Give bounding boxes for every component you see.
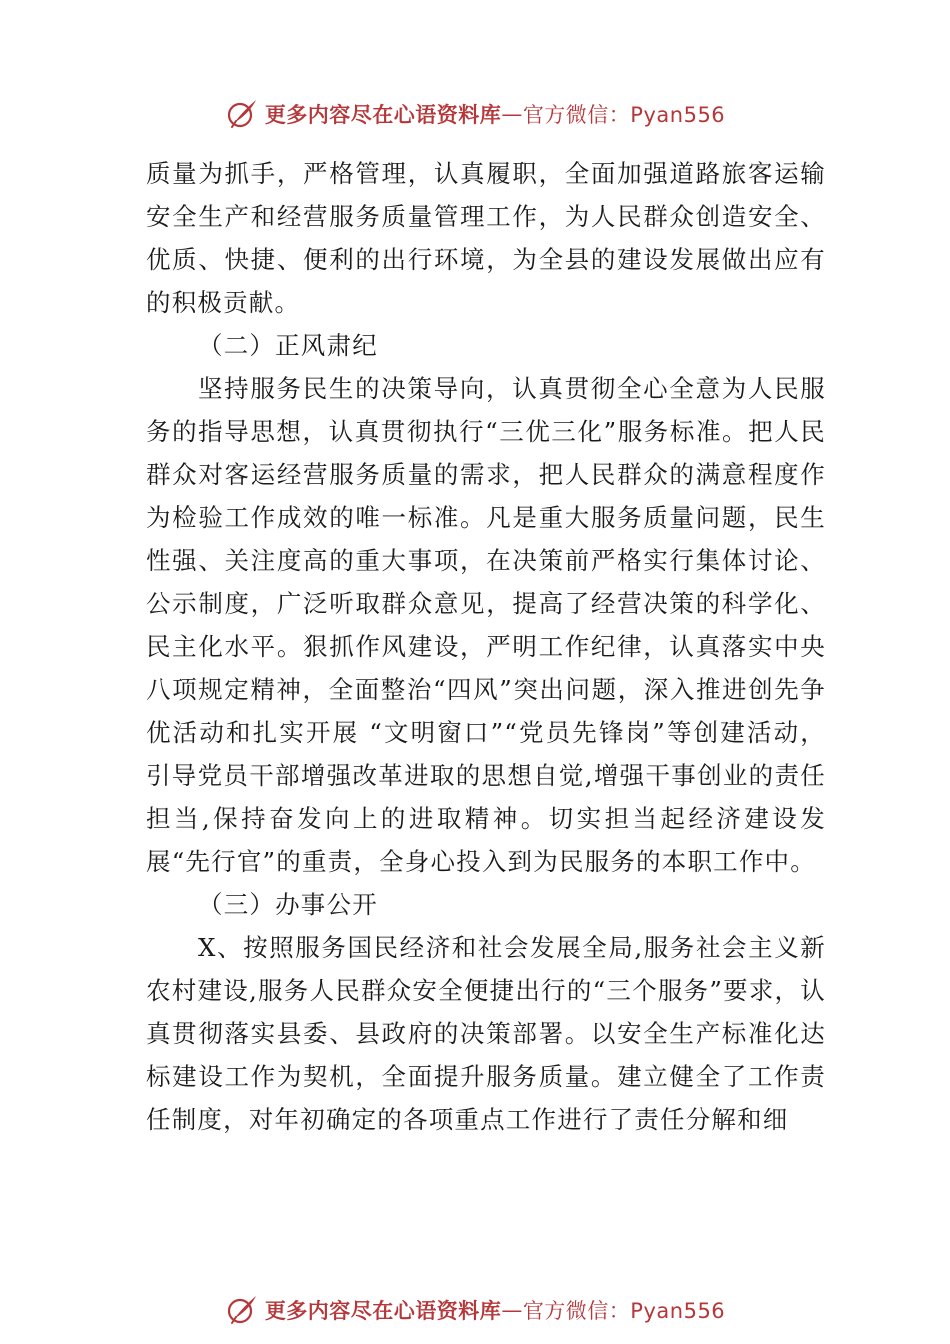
banner-separator: — bbox=[501, 102, 523, 126]
document-body bbox=[146, 152, 826, 1141]
quill-pen-icon bbox=[225, 97, 259, 131]
banner-wechat-text: 官方微信：Pyan556 bbox=[522, 103, 726, 127]
banner-separator: — bbox=[501, 1298, 523, 1322]
footer-watermark-banner bbox=[0, 1290, 950, 1330]
paragraph-continuation: 质量为抓手，严格管理，认真履职，全面加强道路旅客运输安全生产和经营服务质量管理工作，为人民群众创造安全、 优质、快捷、便利的出行环境，为全县的建设发展做出应有的积极贡献。 bbox=[146, 159, 826, 317]
paragraph-section-2: 坚持服务民生的决策导向，认真贯彻全心全意为人民服务的指导思想，认真贯彻执行“三优三化”服务标准。把人民群众对客运经营服务质量的需求，把人民群众的满意程度作为检验工作成效的唯一标准。凡是重大服务质量问题，民生性强、关注度高的重大事项，在决策前严格实行集体讨论、公示制度，广泛听取群众意见，提高了经营决策的科学化、 民主化水平。狠抓作风建设，严明工作纪律，认真落实中央八项规定精神，全面整治“四风”突出问题，深入推进创先争优活动和扎实开展 “文明窗口”“党员先锋岗”等创建活动，引导党员干部增强改革进取的思想自觉,增强干事创业的责任担当,保持奋发向上的进取精神。切实担当起经济建设发展“先行官”的重责，全身心投入到为民服务的本职工作中。 bbox=[146, 374, 826, 876]
section-heading-3: （三）办事公开 bbox=[198, 890, 378, 919]
paragraph-section-3: X、按照服务国民经济和社会发展全局,服务社会主义新农村建设,服务人民群众安全便捷出行的“三个服务”要求，认真贯彻落实县委、县政府的决策部署。以安全生产标准化达标建设工作为契机，全面提升服务质量。建立健全了工作责任制度，对年初确定的各项重点工作进行了责任分解和细 bbox=[146, 933, 826, 1134]
banner-wechat-text: 官方微信：Pyan556 bbox=[522, 1299, 726, 1323]
banner-main-text: 更多内容尽在心语资料库 bbox=[264, 1298, 502, 1323]
quill-pen-icon bbox=[225, 1293, 259, 1327]
header-watermark-banner bbox=[0, 94, 950, 134]
banner-main-text: 更多内容尽在心语资料库 bbox=[264, 102, 502, 127]
section-heading-2: （二）正风肃纪 bbox=[198, 331, 378, 360]
